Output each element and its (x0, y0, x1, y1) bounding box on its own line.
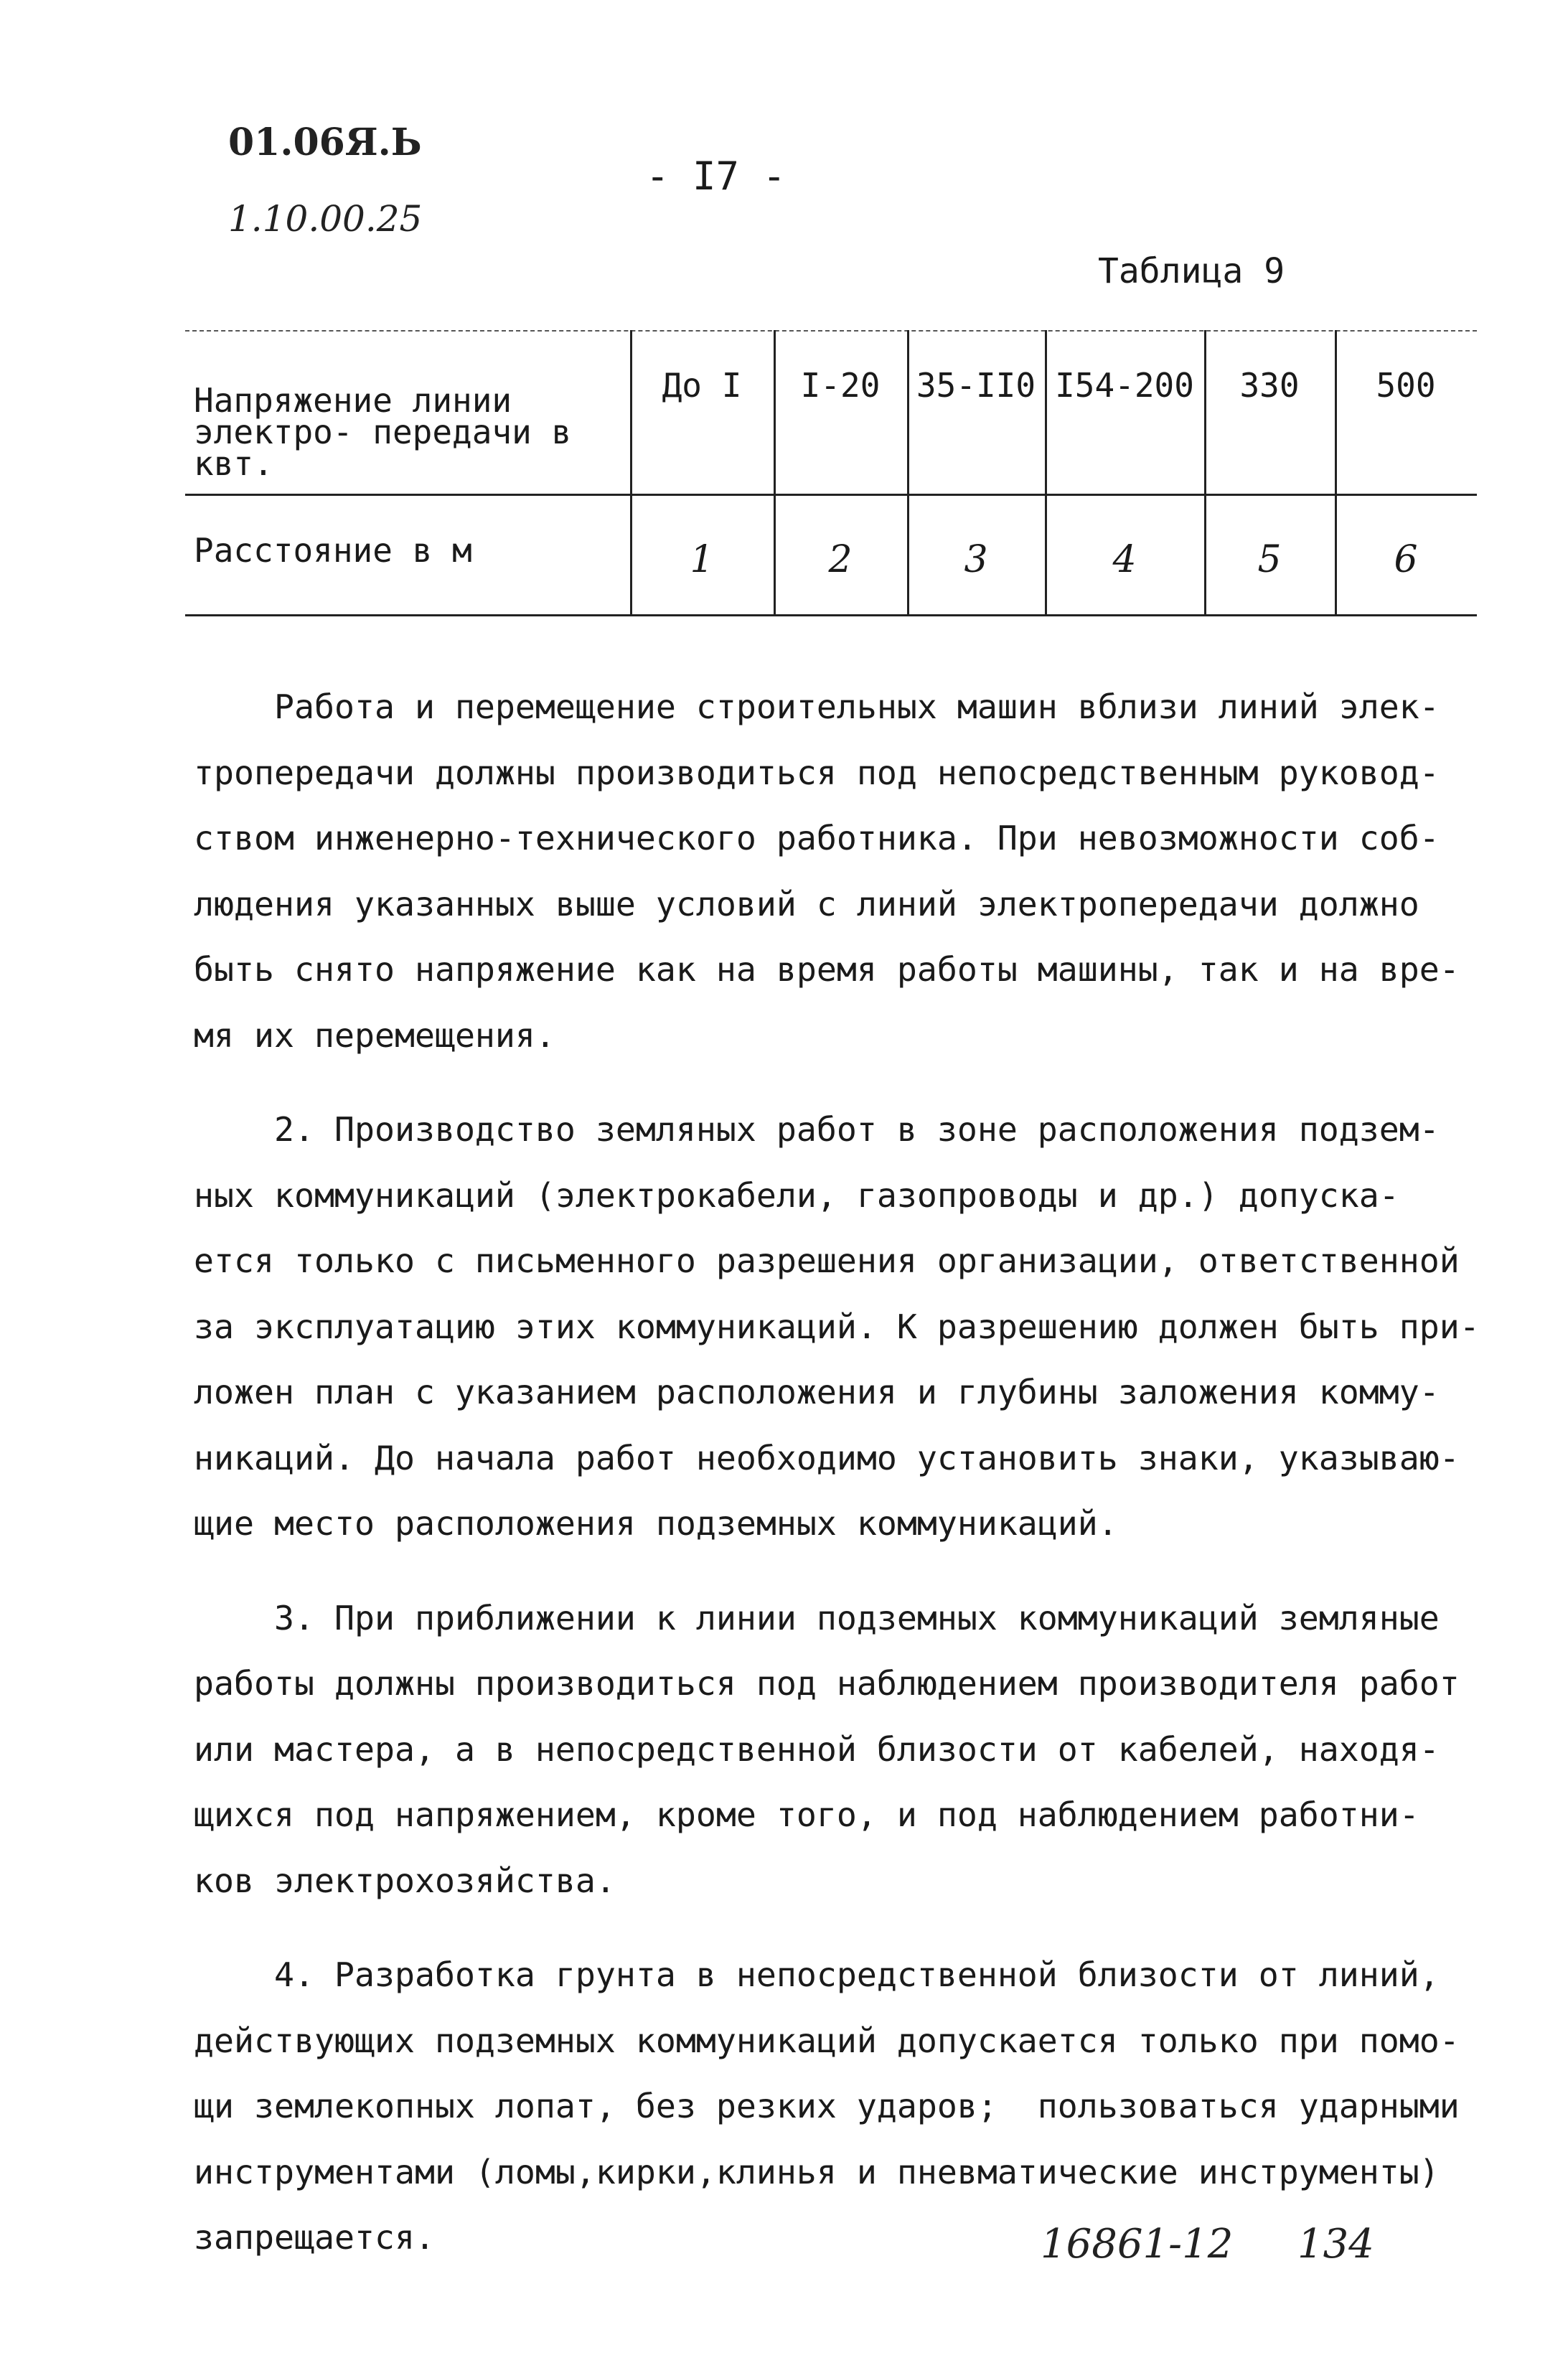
voltage-cell: 330 (1239, 366, 1300, 405)
table-top-border (185, 330, 1477, 332)
page-number: - I7 - (646, 154, 787, 199)
footer-page-number: 134 (1297, 2221, 1374, 2268)
voltage-cell: 35-II0 (916, 366, 1036, 405)
text-line: ством инженерно-технического работника. При невозможности соб- (194, 819, 1440, 857)
text-line: ков электрохозяйства. (194, 1861, 616, 1900)
document-date-handwritten: 1.10.00.25 (228, 198, 423, 240)
distance-table (185, 330, 1477, 623)
text-line: действующих подземных коммуникаций допускается только при помо- (194, 2021, 1460, 2060)
text-line: людения указанных выше условий с линий электропередачи должно (194, 884, 1419, 924)
table-caption: Таблица 9 (1098, 251, 1285, 291)
text-line: 2. Производство земляных работ в зоне расположения подзем- (194, 1110, 1440, 1149)
body-text (194, 675, 1478, 2271)
voltage-cell: 500 (1376, 366, 1436, 405)
distance-cell: 5 (1257, 538, 1282, 581)
footer-document-code: 16861-12 (1041, 2221, 1234, 2268)
text-line: никаций. До начала работ необходимо установить знаки, указываю- (194, 1438, 1460, 1477)
text-line: щи землекопных лопат, без резких ударов; пользоваться ударными (194, 2087, 1460, 2125)
distance-cell: 4 (1112, 538, 1137, 581)
table-row-label: Расстояние в м (194, 531, 472, 570)
text-line: быть снято напряжение как на время работы машины, так и на вре- (194, 950, 1460, 989)
text-line: щихся под напряжением, кроме того, и под наблюдением работни- (194, 1795, 1419, 1834)
text-line: за эксплуатацию этих коммуникаций. К разрешению должен быть при- (194, 1307, 1480, 1346)
text-line: 4. Разработка грунта в непосредственной близости от линий, (194, 1955, 1440, 1994)
text-line: работы должны производиться под наблюдением производителя работ (194, 1664, 1460, 1703)
text-line: инструментами (ломы,кирки,клинья и пневматические инструменты) (194, 2152, 1440, 2191)
table-header-label: Напряжение линии электро- передачи в квт. (194, 381, 572, 483)
distance-cell: 2 (828, 538, 853, 581)
text-line: мя их перемещения. (194, 1015, 555, 1055)
voltage-cell: I54-200 (1055, 366, 1194, 405)
voltage-cell: I-20 (800, 366, 881, 405)
text-line: 3. При приближении к линии подземных коммуникаций земляные (194, 1598, 1440, 1637)
document-code-handwritten: 01.06Я.Ь (228, 121, 422, 164)
text-line: ложен план с указанием расположения и глубины заложения комму- (194, 1373, 1440, 1411)
distance-cell: 3 (964, 538, 988, 581)
text-line: или мастера, а в непосредственной близости от кабелей, находя- (194, 1729, 1440, 1769)
distance-cell: 6 (1394, 538, 1418, 581)
distance-cell: 1 (690, 538, 714, 581)
voltage-cell: До I (662, 366, 742, 405)
table-header-divider (185, 494, 1477, 496)
text-line: щие место расположения подземных коммуникаций. (194, 1504, 1118, 1543)
text-line: ных коммуникаций (электрокабели, газопроводы и др.) допуска- (194, 1175, 1399, 1215)
text-line: Работа и перемещение строительных машин вблизи линий элек- (194, 687, 1440, 726)
table-bottom-border (185, 614, 1477, 616)
text-line: ется только с письменного разрешения организации, ответственной (194, 1241, 1460, 1280)
text-line: тропередачи должны производиться под непосредственным руковод- (194, 753, 1440, 792)
text-line: запрещается. (194, 2218, 435, 2257)
